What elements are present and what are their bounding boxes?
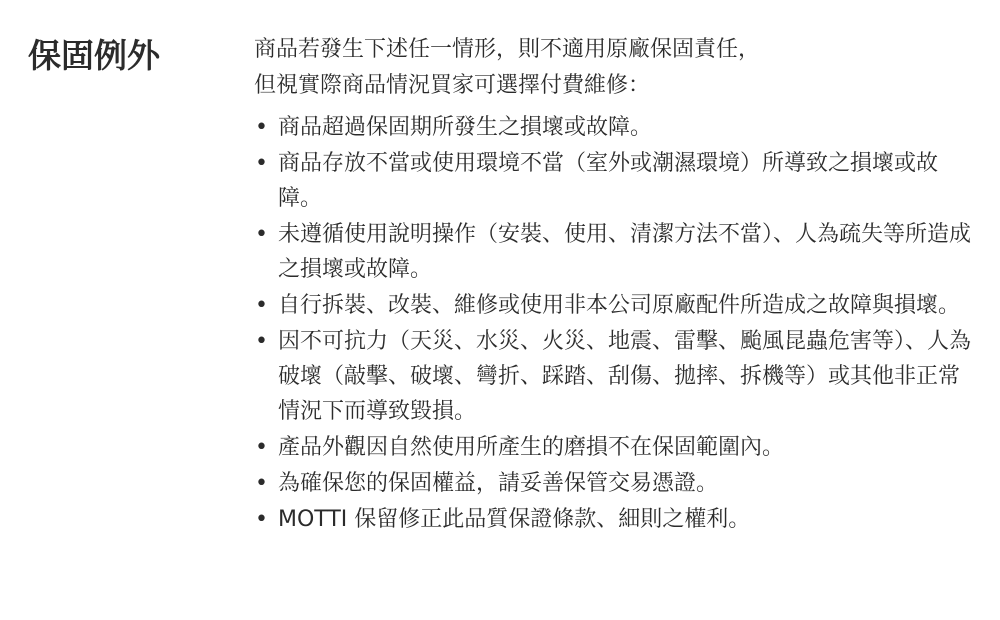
bullet-icon: • xyxy=(255,471,268,496)
intro-paragraph xyxy=(254,32,984,104)
exceptions-list xyxy=(254,110,984,537)
list-item-text: MOTTI 保留修正此品質保證條款、細則之權利。 xyxy=(278,507,751,532)
bullet-icon: • xyxy=(255,222,268,247)
bullet-icon: • xyxy=(255,329,268,354)
list-item xyxy=(254,502,978,537)
list-item-text: 為確保您的保固權益，請妥善保管交易憑證。 xyxy=(278,471,719,496)
intro-line-2: 但視實際商品情況買家可選擇付費維修： xyxy=(254,73,651,98)
bullet-icon: • xyxy=(255,293,268,318)
list-item xyxy=(254,324,978,429)
list-item xyxy=(254,430,978,465)
list-item-text: 未遵循使用說明操作（安裝、使用、清潔方法不當）、人為疏失等所造成之損壞或故障。 xyxy=(278,222,972,282)
list-item-text: 自行拆裝、改裝、維修或使用非本公司原廠配件所造成之故障與損壞。 xyxy=(278,293,961,318)
section-content xyxy=(254,32,984,538)
list-item-text: 商品超過保固期所發生之損壞或故障。 xyxy=(278,115,653,140)
bullet-icon: • xyxy=(255,115,268,140)
bullet-icon: • xyxy=(255,151,268,176)
list-item xyxy=(254,110,978,145)
bullet-icon: • xyxy=(255,435,268,460)
bullet-icon: • xyxy=(255,507,268,532)
intro-line-1: 商品若發生下述任一情形，則不適用原廠保固責任， xyxy=(254,37,761,62)
list-item-text: 產品外觀因自然使用所產生的磨損不在保固範圍內。 xyxy=(278,435,785,460)
section-title: 保固例外 xyxy=(28,36,160,75)
list-item xyxy=(254,146,978,216)
list-item xyxy=(254,288,978,323)
list-item-text: 商品存放不當或使用環境不當（室外或潮濕環境）所導致之損壞或故障。 xyxy=(278,151,939,211)
list-item xyxy=(254,217,978,287)
list-item xyxy=(254,466,978,501)
list-item-text: 因不可抗力（天災、水災、火災、地震、雷擊、颱風昆蟲危害等）、人為破壞（敲擊、破壞、彎折、踩踏、刮傷、拋摔、拆機等）或其他非正常情況下而導致毀損。 xyxy=(278,329,972,424)
